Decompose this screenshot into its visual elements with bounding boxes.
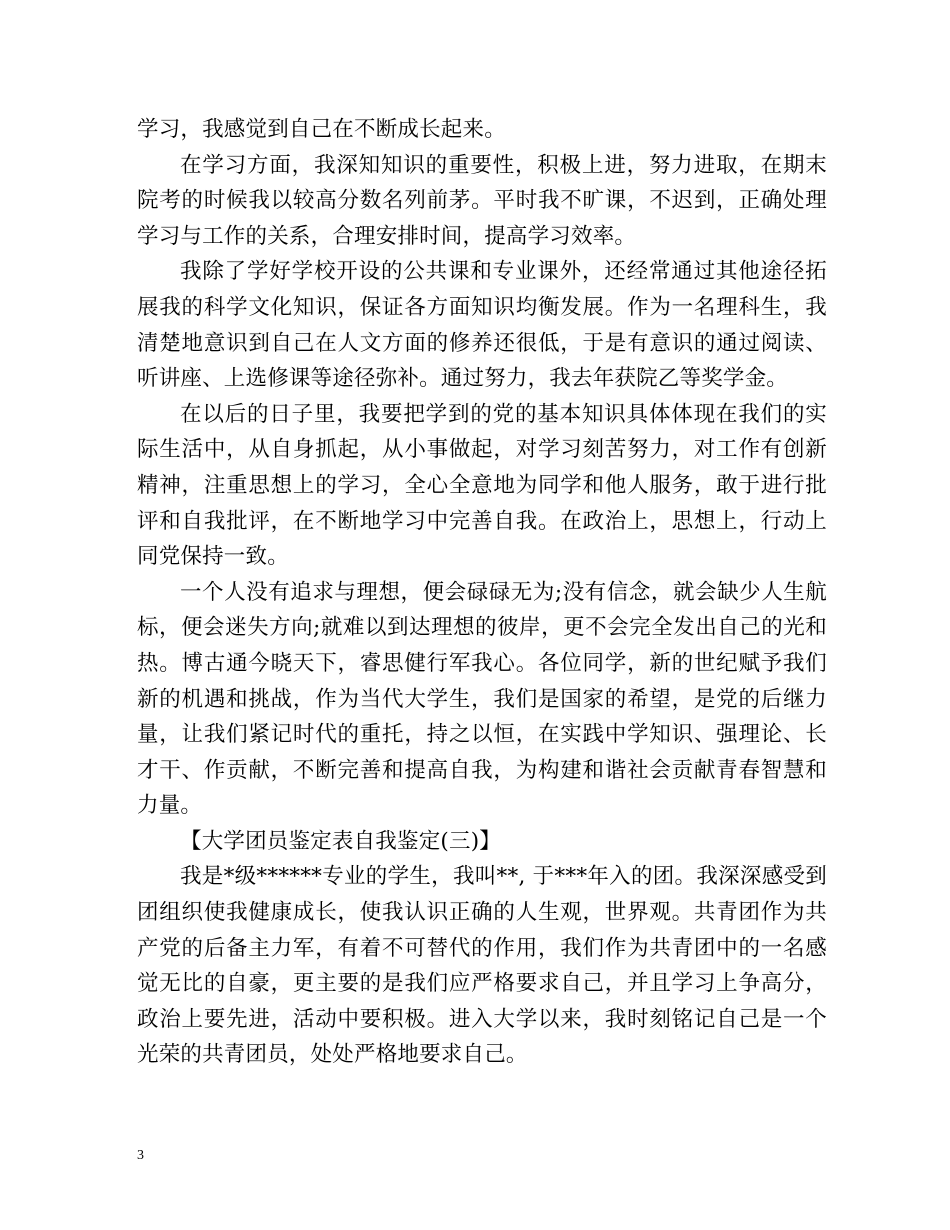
section-heading: 【大学团员鉴定表自我鉴定(三)】	[180, 828, 501, 854]
paragraph-study: 在学习方面，我深知知识的重要性，积极上进，努力进取，在期末院考的时候我以较高分数名列前茅。平时我不旷课，不迟到，正确处理学习与工作的关系，合理安排时间，提高学习效率。	[137, 152, 827, 249]
paragraph-continuation: 学习，我感觉到自己在不断成长起来。	[137, 117, 506, 142]
paragraph-knowledge: 我除了学好学校开设的公共课和专业课外，还经常通过其他途径拓展我的科学文化知识，保证各方面知识均衡发展。作为一名理科生，我清楚地意识到自己在人文方面的修养还很低，于是有意识的通过阅读、听讲座、上选修课等途径弥补。通过努力，我去年获院乙等奖学金。	[137, 259, 827, 392]
paragraph-introduction: 我是*级******专业的学生，我叫**, 于***年入的团。我深深感受到团组织使我健康成长，使我认识正确的人生观，世界观。共青团作为共产党的后备主力军，有着不可替代的作用，我们作为共青团中的一名感觉无比的自豪，更主要的是我们应严格要求自己，并且学习上争高分，政治上要先进，活动中要积极。进入大学以来，我时刻铭记自己是一个光荣的共青团员，处处严格地要求自己。	[137, 864, 827, 1068]
page-number: 3	[137, 1148, 144, 1163]
paragraph-future: 在以后的日子里，我要把学到的党的基本知识具体体现在我们的实际生活中，从自身抓起，从小事做起，对学习刻苦努力，对工作有创新精神，注重思想上的学习，全心全意地为同学和他人服务，敢于进行批评和自我批评，在不断地学习中完善自我。在政治上，思想上，行动上同党保持一致。	[137, 401, 827, 570]
paragraph-ideals: 一个人没有追求与理想，便会碌碌无为;没有信念，就会缺少人生航标，便会迷失方向;就难以到达理想的彼岸，更不会完全发出自己的光和热。博古通今晓天下，睿思健行军我心。各位同学，新的世纪赋予我们新的机遇和挑战，作为当代大学生，我们是国家的希望，是党的后继力量，让我们紧记时代的重托，持之以恒，在实践中学知识、强理论、长才干、作贡献，不断完善和提高自我，为构建和谐社会贡献青春智慧和力量。	[137, 579, 827, 819]
document-body	[137, 112, 827, 1073]
